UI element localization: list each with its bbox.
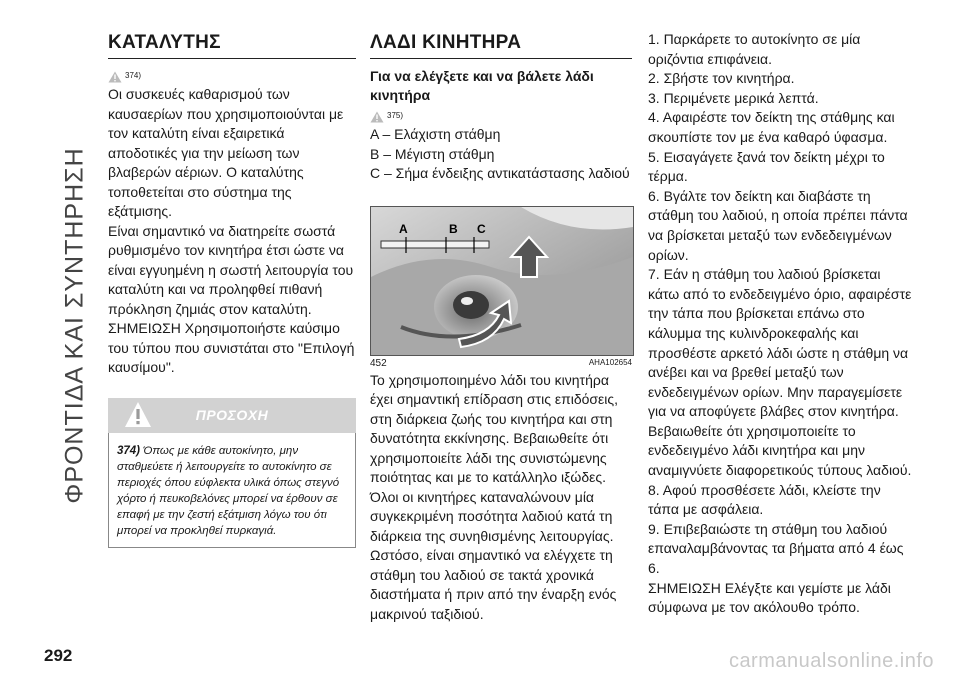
step-item: 3. Περιμένετε μερικά λεπτά. (648, 89, 819, 106)
warning-icon (370, 111, 384, 123)
note-reference-375: 375) (370, 111, 632, 123)
step-item: 7. Εάν η στάθμη του λαδιού βρίσκεται κάτω από το ενδεδειγμένο όριο, αφαιρέστε την τάπα που βρίσκεται επάνω στο κάλυμμα της κυλινδροκεφαλής και προσθέστε αρκετό λάδι ώστε η στάθμη να ανέβει και να βρεθεί μεταξύ των ενδεδειγμένων ορίων. Μην παραγεμίσετε για να αποφύγετε βλάβες στον κινητήρα. Βεβαιωθείτε ότι χρησιμοποιείτε το ενδεδειγμένο λάδι κινητήρα και μην αναμιγνύετε διαφορετικούς τύπους λαδιού. (648, 266, 912, 479)
chapter-side-title: ΦΡΟΝΤΙΔΑ ΚΑΙ ΣΥΝΤΗΡΗΣΗ (60, 146, 89, 504)
step-item: 9. Επιβεβαιώστε τη στάθμη του λαδιού επαναλαμβάνοντας τα βήματα από 4 έως 6. (648, 520, 904, 577)
paragraph: ΣΗΜΕΙΩΣΗ Χρησιμοποιήστε καύσιμο του τύπου που συνιστάται στο "Επιλογή καυσίμου". (108, 320, 355, 375)
warning-box-header: ΠΡΟΣΟΧΗ (108, 398, 356, 433)
catalyst-heading: ΚΑΤΑΛΥΤΗΣ (108, 32, 356, 59)
paragraph: Το χρησιμοποιημένο λάδι του κινητήρα έχει σημαντική επίδραση στις επιδόσεις, στη διάρκεια ζωής του κινητήρα και στη δυνατότητα εκκίνησης. Βεβαιωθείτε ότι χρησιμοποιείτε λάδι της συνιστώμενης ποιότητας και με το κατάλληλο ιξώδες. Όλοι οι κινητήρες καταναλώνουν μία συγκεκριμένη ποσότητα λαδιού κατά τη διάρκεια της συνηθισμένης λειτουργίας. Ωστόσο, είναι σημαντικό να ελέγχετε τη στάθμη του λαδιού σε τακτά χρονικά διαστήματα ή πριν από την έναρξη ενός μακρινού ταξιδιού. (370, 371, 619, 622)
warning-box (108, 433, 356, 548)
legend-item: C – Σήμα ένδειξης αντικατάστασης λαδιού (370, 165, 630, 181)
step-item: 2. Σβήστε τον κινητήρα. (648, 70, 795, 87)
figure-number: 452 (370, 357, 387, 369)
figure-label-b: B (449, 221, 458, 236)
figure-label-c: C (477, 221, 486, 236)
note-reference-374: 374) (108, 71, 356, 83)
warning-text: Όπως με κάθε αυτοκίνητο, μην σταθμεύετε ή λειτουργείτε το αυτοκίνητο σε περιοχές όπου εύφλεκτα υλικά όπως στεγνό χόρτο ή πευκοβελόνες μπορεί να έρθουν σε επαφή με την ζεστή εξάτμιση λόγω του ότι μπορεί να προκληθεί πυρκαγιά. (117, 444, 340, 537)
warning-ref: 374) (117, 444, 141, 457)
engine-oil-subtitle: Για να ελέγξετε και να βάλετε λάδι κινητήρα (370, 68, 594, 103)
legend-item: A – Ελάχιστη στάθμη (370, 126, 501, 142)
figure-caption (370, 358, 632, 369)
legend-item: B – Μέγιστη στάθμη (370, 145, 495, 162)
figure-label-a: A (399, 221, 408, 236)
catalyst-column (108, 28, 356, 548)
step-item: 5. Εισαγάγετε ξανά τον δείκτη μέχρι το τέρμα. (648, 148, 885, 185)
step-item: 1. Παρκάρετε το αυτοκίνητο σε μία οριζόντια επιφάνεια. (648, 31, 861, 67)
step-item: 4. Αφαιρέστε τον δείκτη της στάθμης και σκουπίστε τον με ένα καθαρό ύφασμα. (648, 109, 895, 145)
engine-oil-heading: ΛΑΔΙ ΚΙΝΗΤΗΡΑ (370, 32, 632, 59)
page-number: 292 (44, 646, 73, 665)
dipstick-figure (370, 206, 634, 356)
procedure-column (648, 30, 912, 618)
dipstick-illustration (371, 207, 633, 355)
engine-oil-column (370, 28, 632, 624)
warning-triangle-icon (124, 401, 152, 429)
paragraph: Είναι σημαντικό να διατηρείτε σωστά ρυθμισμένο τον κινητήρα έτσι ώστε να είναι εγγυημένη η σωστή λειτουργία του καταλύτη και να προληφθεί πιθανή πρόκληση ζημιάς στον καταλύτη. (108, 222, 354, 317)
paragraph: Οι συσκευές καθαρισμού των καυσαερίων που χρησιμοποιούνται με τον καταλύτη είναι εξαιρετικά αποδοτικές για την μείωση των βλαβερών αέριων. Ο καταλύτης τοποθετείται στο σύστημα της εξάτμισης. (108, 86, 344, 219)
figure-code: AHA102654 (588, 357, 632, 367)
note-item: ΣΗΜΕΙΩΣΗ Ελέγξτε και γεμίστε με λάδι σύμφωνα με τον ακόλουθο τρόπο. (648, 579, 891, 616)
step-item: 6. Βγάλτε τον δείκτη και διαβάστε τη στάθμη του λαδιού, η οποία πρέπει πάντα να βρίσκεται μεταξύ των ενδεδειγμένων ορίων. (648, 187, 908, 263)
warning-icon (108, 71, 122, 83)
step-item: 8. Αφού προσθέσετε λάδι, κλείστε την τάπα με ασφάλεια. (648, 481, 881, 518)
watermark: carmanualsonline.info (728, 650, 934, 672)
